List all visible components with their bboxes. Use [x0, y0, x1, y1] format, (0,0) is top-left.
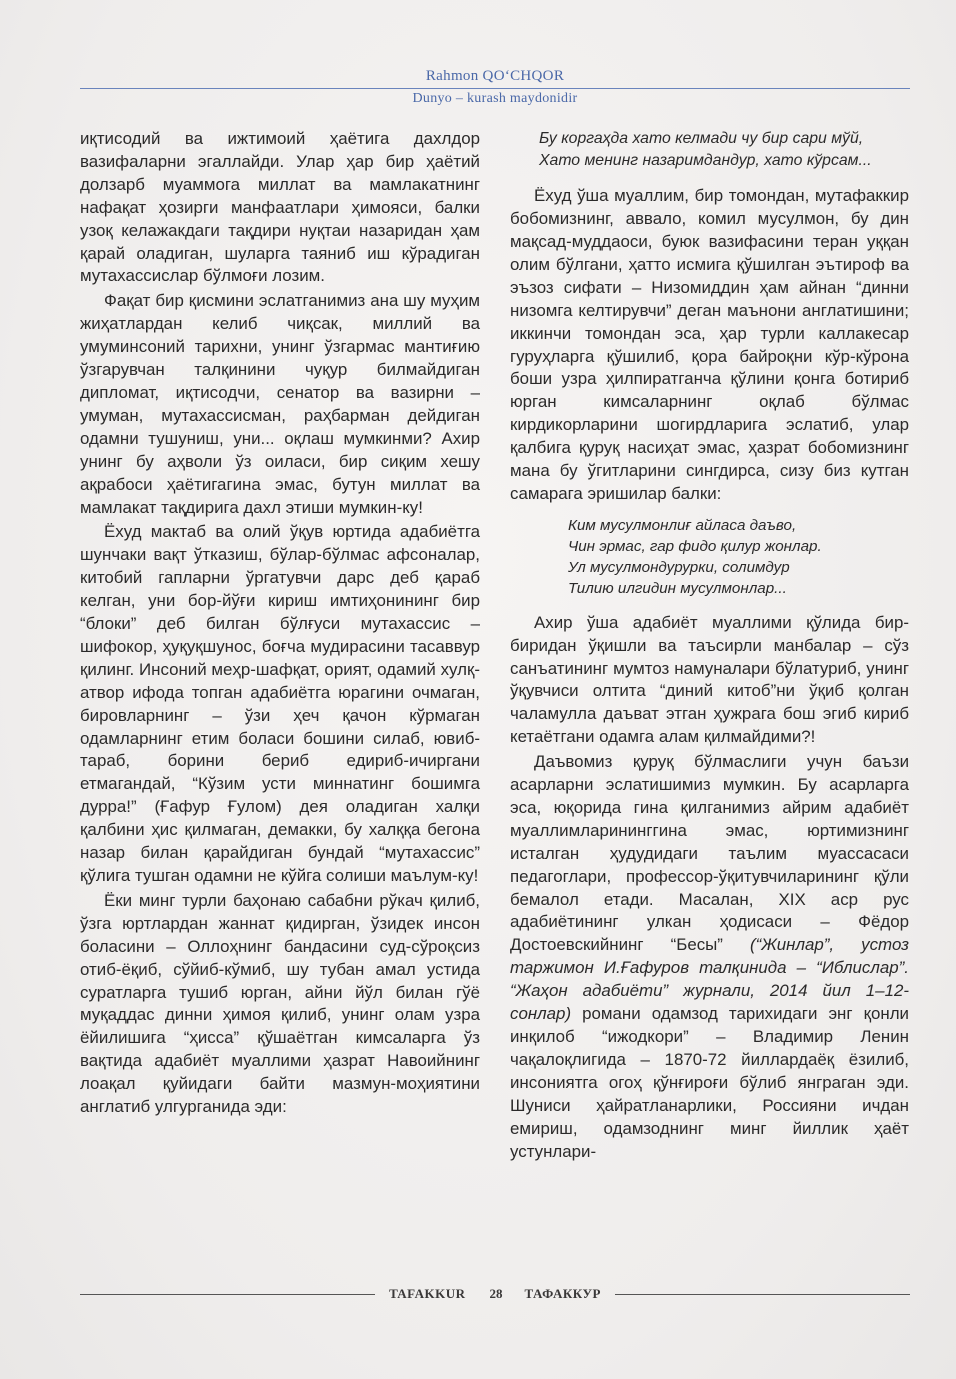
italic-citation: (“Жинлар”, устоз таржимон И.Ғафуров талқинида – “Иблислар”. “Жаҳон адабиёти” журнали, 2014 йил 1–12-сонлар)	[510, 935, 909, 1024]
right-column	[510, 128, 909, 1163]
verse-line: Ким мусулмонлиғ айласа даъво,	[568, 516, 797, 534]
page-footer	[80, 1284, 910, 1304]
header-author: Rahmon QO‘CHQOR	[425, 68, 565, 84]
paragraph-text: Даъвомиз қуруқ бўлмаслиги учун баъзи асарларни эслатишимиз мумкин. Бу асарларга эса, юқорида гина қилганимиз айрим адабиёт муаллимларининггина эмас, юртимизнинг исталган ҳудудидаги таълим муассасаси педагоглари, профессор-ўқитувчиларининг қўли бемалол етади. Масалан, XIX аср рус адабиётининг улкан ҳодисаси – Фёдор Достоевскийнинг “Бесы”	[510, 752, 909, 955]
paragraph: Ёхуд мактаб ва олий ўқув юртида адабиётга шунчаки вақт ўтказиш, бўлар-бўлмас афсоналар, китобий гапларни ўргатувчи дарс деб қараб келган, уни бор-йўғи кириш имтиҳонининг бир “блоки” деб билган бўлғуси мутахассис – шифокор, ҳуқуқшунос, боғча мудирасини тасаввур қилинг. Инсоний меҳр-шафқат, орият, одамий хулқ-атвор ифода топган адабиётга юрагини очмаган, бировларнинг – ўзи ҳеч қачон кўрмаган одамларнинг етим боласи бошини силаб, ювиб-тараб, борини бериб едириб-ичиргани етмагандай, “Кўзим усти миннатинг бошимга дурра!” (Ғафур Ғулом) дея оладиган халқи қалбини ҳис қилмаган, демакки, бу халққа бегона назар билан қарайдиган бундай “мутахассис” қўлига тушган одамни не кўйга солиши маълум-ку!	[80, 522, 480, 885]
paragraph: Фақат бир қисмини эслатганимиз ана шу муҳим жиҳатлардан келиб чиқсак, миллий ва умуминсоний тарихни, унинг ўзгармас мантиғию ўзгарувчан талқинини чуқур билмайдиган дипломат, иқтисодчи, сенатор ва вазирни – умуман, мутахассисман, раҳбарман дейдиган одамни тушуниш, уни... оқлаш мумкинми? Ахир унинг бу аҳволи ўз оиласи, бир сиқим хешу ақрабоси ҳаётигагина эмас, бутун миллат ва мамлакат тақдирига дахл этиши мумкин-ку!	[80, 291, 480, 517]
verse-line: Ул мусулмондурурки, солимдур	[568, 559, 790, 577]
verse-quote	[510, 128, 909, 171]
footer-title-latin: TAFAKKUR	[389, 1286, 466, 1301]
verse-line: Бу коргаҳда хато келмади чу бир сари мўй,	[539, 130, 864, 147]
running-header	[80, 68, 910, 107]
header-subtitle: Dunyo – kurash maydonidir	[412, 91, 578, 106]
header-rule	[80, 88, 910, 89]
paragraph: Ахир ўша адабиёт муаллими қўлида бир-биридан ўқишли ва таъсирли манбалар – сўз санъатининг мумтоз намуналари бўлатуриб, унинг ўқувчиси олтита “диний китоб”ни ўқиб қолган чаламулла даъват этган ҳужрага бош эгиб кириб кетаётгани одамга алам қилмайдими?!	[510, 612, 909, 747]
verse-line: Чин эрмас, гар фидо қилур жонлар.	[568, 538, 822, 556]
left-column	[80, 128, 480, 1119]
footer-rule-left	[80, 1294, 375, 1295]
verse-line: Хато менинг назаримдандур, хато кўрсам...	[539, 151, 872, 169]
verse-line: Тилию илгидин мусулмонлар...	[568, 580, 787, 598]
footer-rule-right	[615, 1294, 910, 1295]
paragraph-text: романи одамзод тарихидаги энг қонли инқилоб “ижодкори” – Владимир Ленин чақалоқлигида – 1870-72 йиллардаёқ ёзилиб, инсониятга огоҳ қўнғироғи бўлиб янграган эди. Шуниси ҳайратланарлики, Россияни ичдан емириш, одамзоднинг минг йиллик ҳаёт устунлари-	[510, 1004, 909, 1161]
footer-title-cyrillic: ТАФАККУР	[524, 1286, 601, 1301]
paragraph	[510, 751, 909, 1163]
page-number: 28	[489, 1286, 503, 1301]
verse-quote	[510, 515, 909, 600]
paragraph: Ёки минг турли баҳонаю сабабни рўкач қилиб, ўзга юртлардан жаннат қидирган, ўзидек инсон боласини – Оллоҳнинг бандасини суд-сўроқсиз отиб-ёқиб, сўйиб-кўмиб, шу тубан амал устида суратларга тушиб юрган, айни йўл билан гўё муқаддас динни ҳимоя қилиб, унинг олам узра ёйилишига “ҳисса” қўшаётган кимсаларга ўз вақтида адабиёт муаллими ҳазрат Навоийнинг лоақал қуйидаги байти мазмун-моҳиятини англатиб улгурганида эди:	[80, 890, 480, 1117]
paragraph: иқтисодий ва ижтимоий ҳаётига дахлдор вазифаларни эгаллайди. Улар ҳар бир ҳаётий долзарб муаммога миллат ва мамлакатнинг нафақат ҳозирги манфаатлари ҳимояси, балки узоқ келажакдаги тақдири нуқтаи назаридан ҳам қарай оладиган, шуларга таяниб иш кўрадиган мутахассислар бўлмоғи лозим.	[80, 129, 480, 286]
paragraph: Ёхуд ўша муаллим, бир томондан, мутафаккир бобомизнинг, аввало, комил мусулмон, бу дин мақсад-муддаоси, буюк вазифасини теран уққан олим бўлгани, ҳатто исмига қўшилган эътироф ва эъзоз сифати – Низомиддин ҳам айнан “динни низомга келтирувчи” деган маънони англатишини; иккинчи томондан эса, ҳар турли каллакесар гуруҳларга қўшилиб, қора байроқни кўр-кўрона боши узра ҳилпиратганча қўлини қонга ботириб юрган кимсаларнинг оқлаб бўлмас кирдикорларини шогирдларига эслатиб, улар қалбига қуруқ насиҳат эмас, ҳазрат бобомизнинг мана бу ўгитларини сингдирса, сизу биз кутган самарага эришилар балки:	[510, 186, 909, 503]
